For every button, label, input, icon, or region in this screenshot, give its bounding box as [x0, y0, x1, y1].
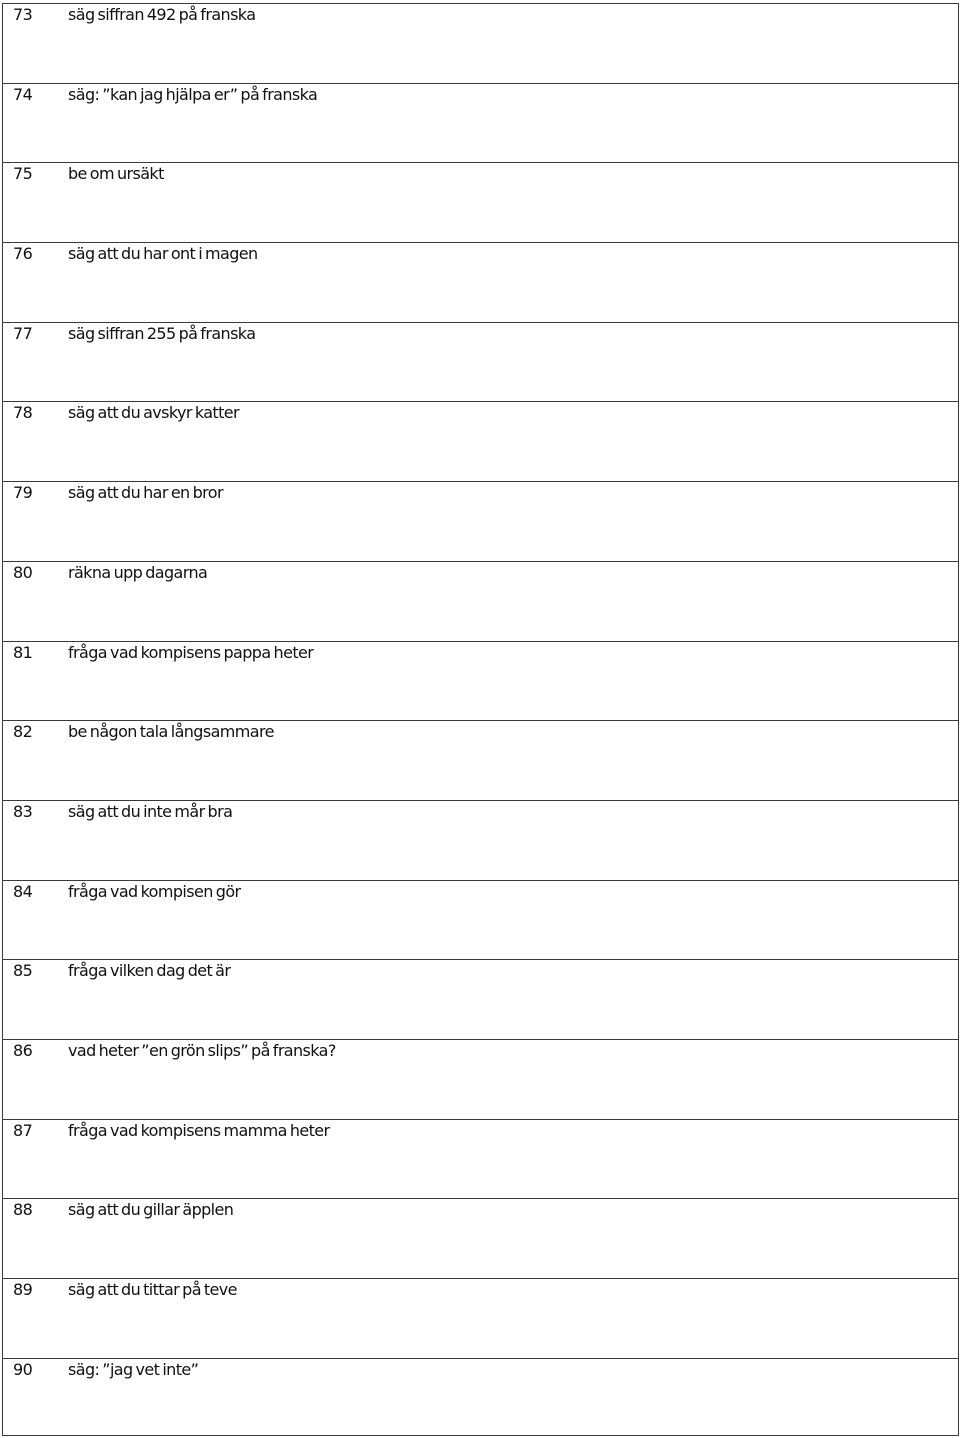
- table-row: [3, 562, 958, 642]
- phrase-table: [2, 3, 959, 1436]
- row-text: räkna upp dagarna: [68, 562, 208, 582]
- table-row: [3, 1279, 958, 1359]
- table-row: [3, 323, 958, 403]
- row-number: 73: [13, 5, 33, 24]
- row-number: 75: [13, 164, 33, 184]
- row-number: 78: [13, 403, 33, 423]
- row-text: säg att du har ont i magen: [68, 244, 258, 264]
- row-number: 80: [13, 562, 33, 582]
- table-row: [3, 881, 958, 961]
- row-number: 82: [13, 722, 33, 742]
- row-text: fråga vad kompisen gör: [68, 881, 241, 901]
- row-text: säg: ”kan jag hjälpa er” på franska: [68, 84, 318, 104]
- row-number: 88: [13, 1200, 33, 1220]
- row-text: säg att du gillar äpplen: [68, 1200, 234, 1220]
- table-row: [3, 402, 958, 482]
- row-number: 86: [13, 1040, 33, 1060]
- row-number: 77: [13, 323, 33, 343]
- row-text: säg siffran 492 på franska: [68, 5, 256, 24]
- row-text: be om ursäkt: [68, 164, 164, 184]
- row-number: 79: [13, 483, 33, 503]
- table-row: [3, 1120, 958, 1200]
- table-row: [3, 1359, 958, 1438]
- row-number: 84: [13, 881, 33, 901]
- table-row: [3, 721, 958, 801]
- table-row: [3, 960, 958, 1040]
- table-row: [3, 1040, 958, 1120]
- row-text: säg att du tittar på teve: [68, 1280, 237, 1299]
- row-text: vad heter ”en grön slips” på franska?: [68, 1040, 336, 1060]
- row-number: 76: [13, 244, 33, 264]
- row-number: 83: [13, 801, 33, 821]
- row-text: säg: ”jag vet inte”: [68, 1359, 199, 1379]
- row-number: 90: [13, 1359, 33, 1379]
- row-text: fråga vilken dag det är: [68, 961, 231, 981]
- row-text: fråga vad kompisens pappa heter: [68, 642, 314, 662]
- table-row: [3, 4, 958, 84]
- table-row: [3, 243, 958, 323]
- row-text: be någon tala långsammare: [68, 722, 274, 742]
- table-row: [3, 1199, 958, 1279]
- row-number: 89: [13, 1280, 33, 1299]
- row-number: 85: [13, 961, 33, 981]
- row-number: 87: [13, 1120, 33, 1140]
- row-number: 81: [13, 642, 33, 662]
- row-text: fråga vad kompisens mamma heter: [68, 1120, 330, 1140]
- row-text: säg siffran 255 på franska: [68, 323, 256, 343]
- table-row: [3, 163, 958, 243]
- row-text: säg att du inte mår bra: [68, 801, 233, 821]
- table-row: [3, 801, 958, 881]
- table-row: [3, 642, 958, 722]
- row-number: 74: [13, 84, 33, 104]
- row-text: säg att du har en bror: [68, 483, 223, 503]
- row-text: säg att du avskyr katter: [68, 403, 239, 423]
- table-row: [3, 84, 958, 164]
- table-row: [3, 482, 958, 562]
